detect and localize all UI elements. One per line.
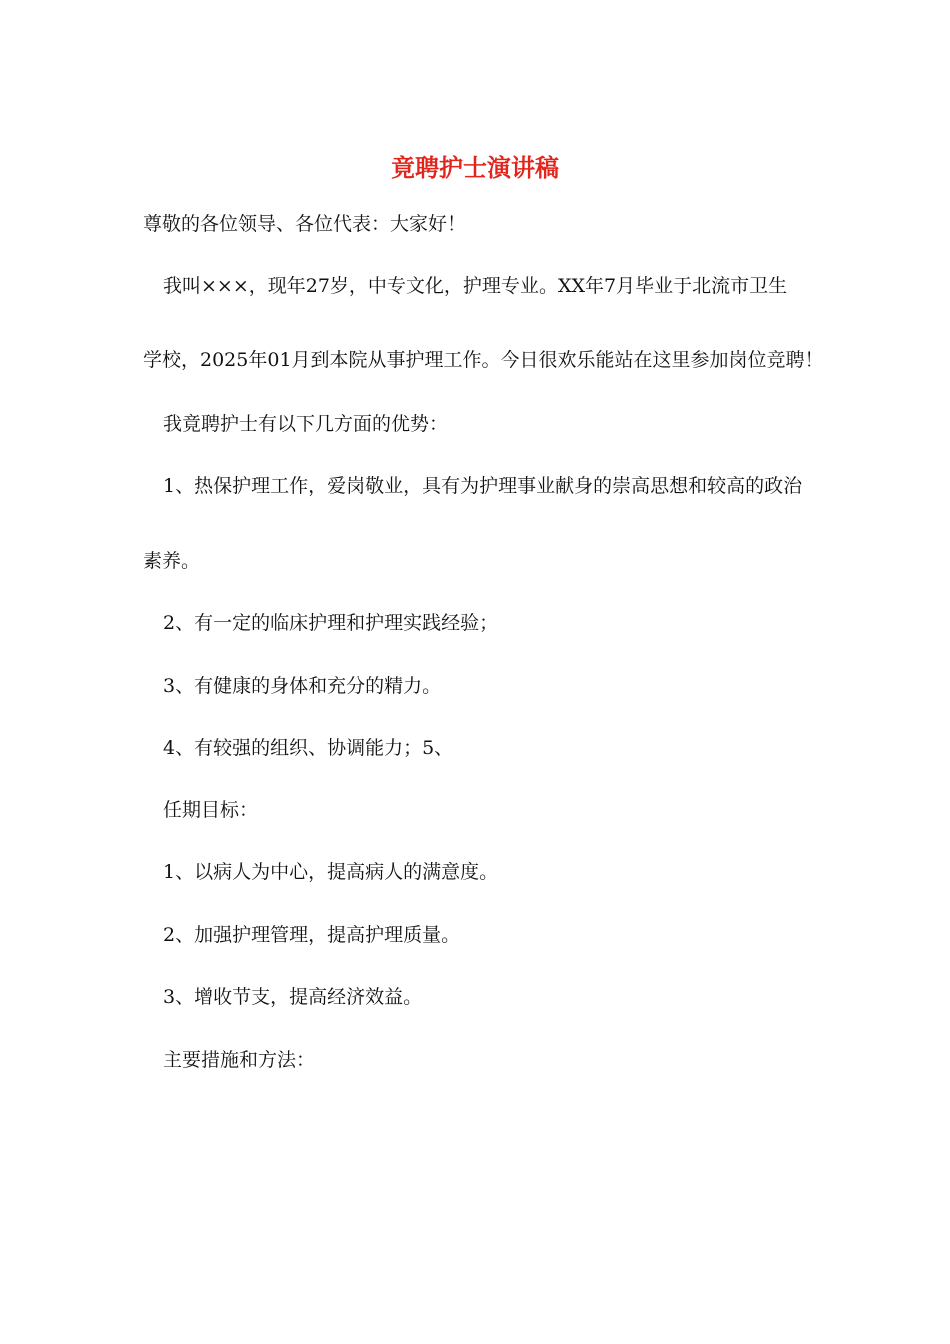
advantage-4: 4、有较强的组织、协调能力；5、 [163,737,454,759]
advantage-3: 3、有健康的身体和充分的精力。 [163,675,442,697]
measures-heading: 主要措施和方法： [163,1049,316,1071]
advantage-1-line-2: 素养。 [143,550,201,572]
advantage-2: 2、有一定的临床护理和护理实践经验； [163,612,499,634]
goal-2: 2、加强护理管理，提高护理质量。 [163,924,461,946]
greeting-line: 尊敬的各位领导、各位代表：大家好！ [143,213,467,235]
goal-3: 3、增收节支，提高经济效益。 [163,986,423,1008]
intro-line-2: 学校，2025年01月到本院从事护理工作。今日很欢乐能站在这里参加岗位竞聘！ [143,349,824,371]
advantage-1-line-1: 1、热保护理工作，爱岗敬业，具有为护理事业献身的崇高思想和较高的政治 [163,475,803,497]
intro-line-1: 我叫×××，现年27岁，中专文化，护理专业。XX年7月毕业于北流市卫生 [163,275,788,297]
document-title: 竟聘护士演讲稿 [391,153,559,182]
goal-1: 1、以病人为中心，提高病人的满意度。 [163,861,499,883]
goals-heading: 任期目标： [163,799,259,821]
advantages-heading: 我竟聘护士有以下几方面的优势： [163,413,449,435]
